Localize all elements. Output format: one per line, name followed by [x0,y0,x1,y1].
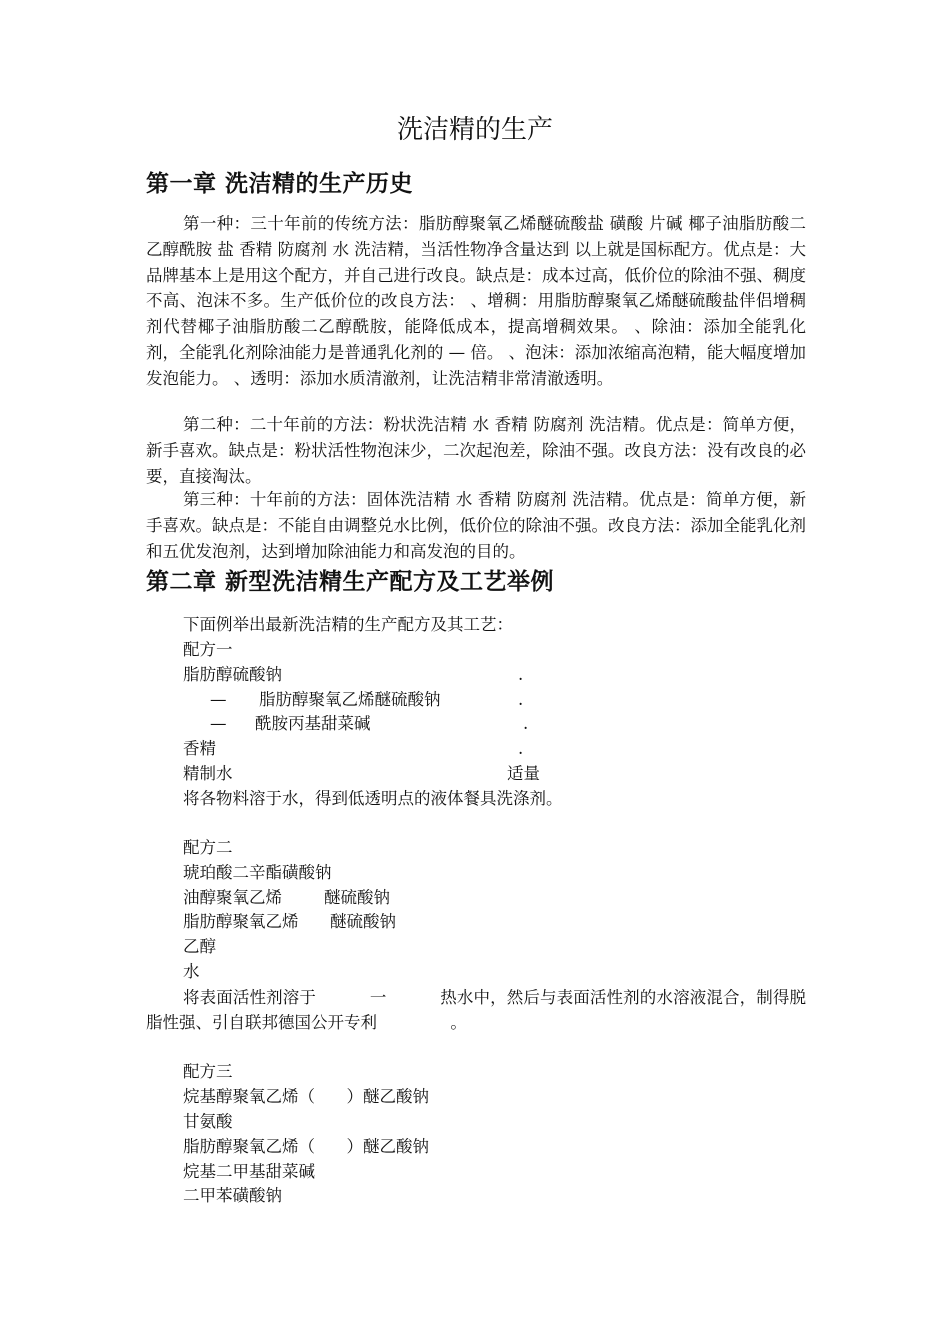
formula-1-label: 配方一 [183,640,233,659]
formula-1-item-5-name: 精制水 [183,764,233,783]
chapter-2-intro: 下面例举出最新洗洁精的生产配方及其工艺： [183,615,513,634]
formula-2-item-3: 脂肪醇聚氧乙烯 醚硫酸钠 [183,912,396,931]
formula-1-item-2-name: 脂肪醇聚氧乙烯醚硫酸钠 [259,690,441,709]
formula-1-item-3-prefix: — [210,714,227,733]
formula-3-item-2: 甘氨酸 [183,1112,233,1131]
formula-1-note: 将各物料溶于水，得到低透明点的液体餐具洗涤剂。 [183,789,563,808]
chapter-1-paragraph-1: 第一种：三十年前的传统方法：脂肪醇聚氧乙烯醚硫酸盐 磺酸 片碱 椰子油脂肪酸二乙醇酰胺 盐 香精 防腐剂 水 洗洁精，当活性物净含量达到 以上就是国标配方。优点是：大品牌基本上是用这个配方，并自己进行改良。缺点是：成本过高，低价位的除油不强、稠度不高、泡沫不多。生产低价位的改良方法： 、增稠：用脂肪醇聚氧乙烯醚硫酸盐伴侣增稠剂代替椰子油脂肪酸二乙醇酰胺，能降低成本，提高增稠效果。 、除油：添加全能乳化剂，全能乳化剂除油能力是普通乳化剂的 — 倍。 、泡沫：添加浓缩高泡精，能大幅度增加发泡能力。 、透明：添加水质清澈剂，让洗洁精非常清澈透明。 [146,214,806,388]
formula-2-label: 配方二 [183,838,233,857]
chapter-1-heading: 第一章 洗洁精的生产历史 [146,171,414,197]
formula-3-item-1: 烷基醇聚氧乙烯（ ）醚乙酸钠 [183,1087,429,1106]
chapter-2-heading: 第二章 新型洗洁精生产配方及工艺举例 [146,569,555,595]
formula-3-item-3: 脂肪醇聚氧乙烯（ ）醚乙酸钠 [183,1137,429,1156]
formula-1-item-4-amount: . [518,739,524,758]
formula-1-item-1-name: 脂肪醇硫酸钠 [183,665,282,684]
chapter-1-paragraph-2: 第二种：二十年前的方法：粉状洗洁精 水 香精 防腐剂 洗洁精。优点是：简单方便，新手喜欢。缺点是：粉状活性物泡沫少，二次起泡差，除油不强。改良方法：没有改良的必要，直接淘汰。 [146,415,806,486]
formula-2-item-1: 琥珀酸二辛酯磺酸钠 [183,863,332,882]
formula-1-item-4-name: 香精 [183,739,216,758]
formula-2-item-5: 水 [183,962,200,981]
formula-2-item-4: 乙醇 [183,937,216,956]
formula-1-item-5-amount: 适量 [507,764,540,783]
formula-1-item-3-name: 酰胺丙基甜菜碱 [255,714,371,733]
formula-1-item-3-amount: . [523,714,529,733]
formula-1-item-2-amount: . [518,690,524,709]
formula-2-item-2: 油醇聚氧乙烯 醚硫酸钠 [183,888,390,907]
formula-3-label: 配方三 [183,1062,233,1081]
chapter-1-paragraph-3: 第三种：十年前的方法：固体洗洁精 水 香精 防腐剂 洗洁精。优点是：简单方便，新手喜欢。缺点是：不能自由调整兑水比例，低价位的除油不强。改良方法：添加全能乳化剂和五优发泡剂，达到增加除油能力和高发泡的目的。 [146,490,806,561]
formula-3-item-5: 二甲苯磺酸钠 [183,1186,282,1205]
page-title: 洗洁精的生产 [396,115,553,145]
formula-1-item-2-prefix: — [210,690,227,709]
formula-3-item-4: 烷基二甲基甜菜碱 [183,1162,315,1181]
formula-2-note: 将表面活性剂溶于 一 热水中，然后与表面活性剂的水溶液混合，制得脱脂性强、引自联邦德国公开专利 。 [146,988,806,1032]
formula-1-item-1-amount: . [518,665,524,684]
